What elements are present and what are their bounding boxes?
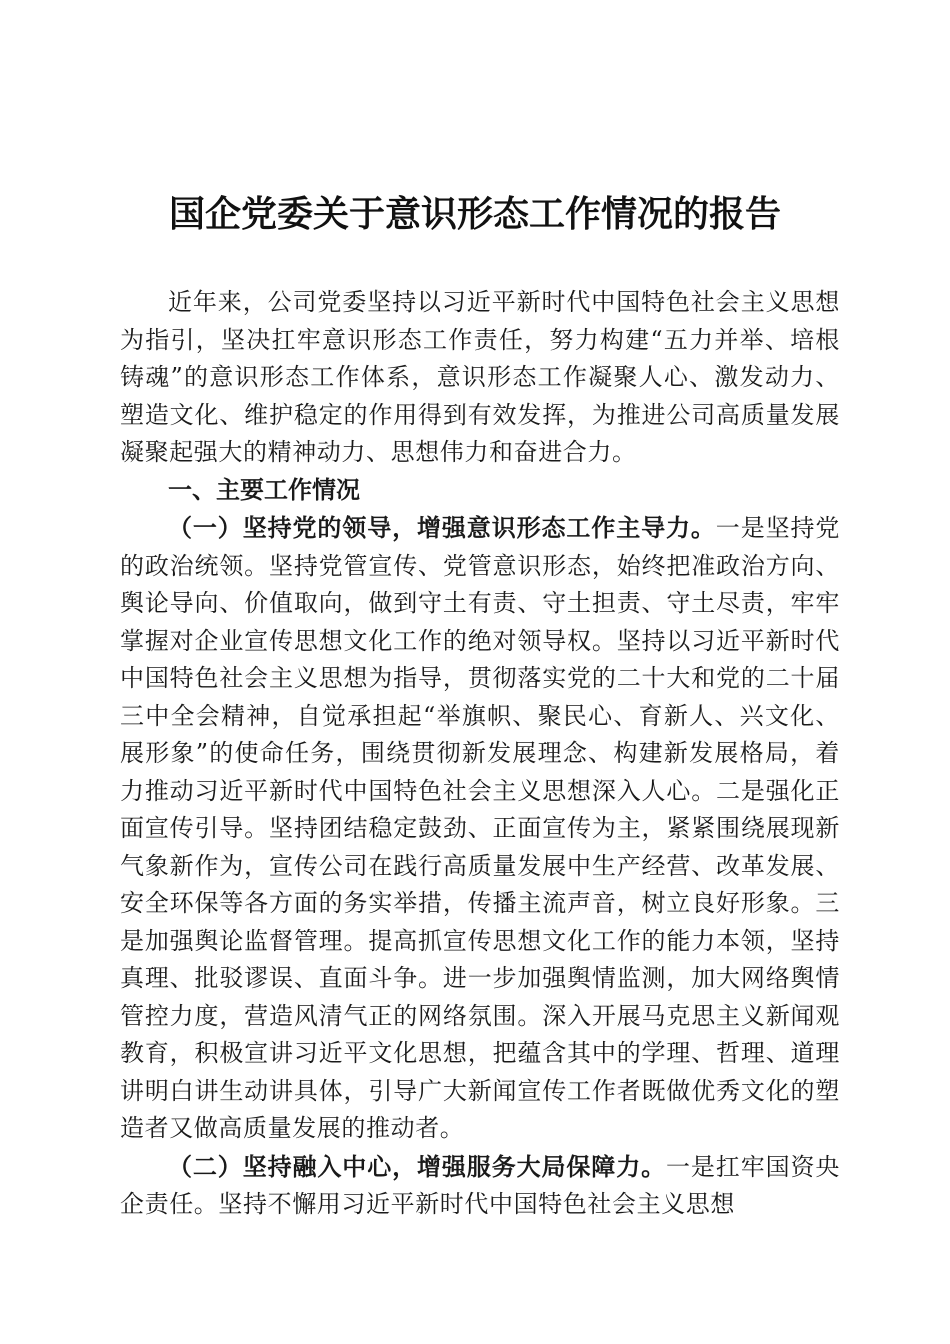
section-heading: 一、主要工作情况 [168,475,360,504]
paragraph-2 [120,1148,840,1224]
paragraph-1-body: 一是坚持党的政治统领。坚持党管宣传、党管意识形态，始终把准政治方向、舆论导向、价值取向，做到守土有责、守土担责、守土尽责，牢牢掌握对企业宣传思想文化工作的绝对领导权。坚持以习近平新时代中国特色社会主义思想为指导，贯彻落实党的二十大和党的二十届三中全会精神，自觉承担起“举旗帜、聚民心、育新人、兴文化、展形象”的使命任务，围绕贯彻新发展理念、构建新发展格局，着力推动习近平新时代中国特色社会主义思想深入人心。二是强化正面宣传引导。坚持团结稳定鼓劲、正面宣传为主，紧紧围绕展现新气象新作为，宣传公司在践行高质量发展中生产经营、改革发展、安全环保等各方面的务实举措，传播主流声音，树立良好形象。三是加强舆论监督管理。提高抓宣传思想文化工作的能力本领，坚持真理、批驳谬误、直面斗争。进一步加强舆情监测，加大网络舆情管控力度，营造风清气正的网络氛围。深入开展马克思主义新闻观教育，积极宣讲习近平文化思想，把蕴含其中的学理、哲理、道理讲明白讲生动讲具体，引导广大新闻宣传工作者既做优秀文化的塑造者又做高质量发展的推动者。 [120,514,840,1142]
intro-paragraph: 近年来，公司党委坚持以习近平新时代中国特色社会主义思想为指引，坚决扛牢意识形态工作责任，努力构建“五力并举、培根铸魂”的意识形态工作体系，意识形态工作凝聚人心、激发动力、塑造文化、维护稳定的作用得到有效发挥，为推进公司高质量发展凝聚起强大的精神动力、思想伟力和奋进合力。 [120,288,840,466]
paragraph-2-lead: （二）坚持融入中心，增强服务大局保障力。 [168,1151,666,1181]
document-title: 国企党委关于意识形态工作情况的报告 [168,193,781,235]
paragraph-2-body: 一是扛牢国资央企责任。坚持不懈用习近平新时代中国特色社会主义思想 [120,1152,840,1218]
paragraph-1-lead: （一）坚持党的领导，增强意识形态工作主导力。 [168,513,716,542]
paragraph-1 [120,509,840,1148]
document-body [120,284,840,1224]
